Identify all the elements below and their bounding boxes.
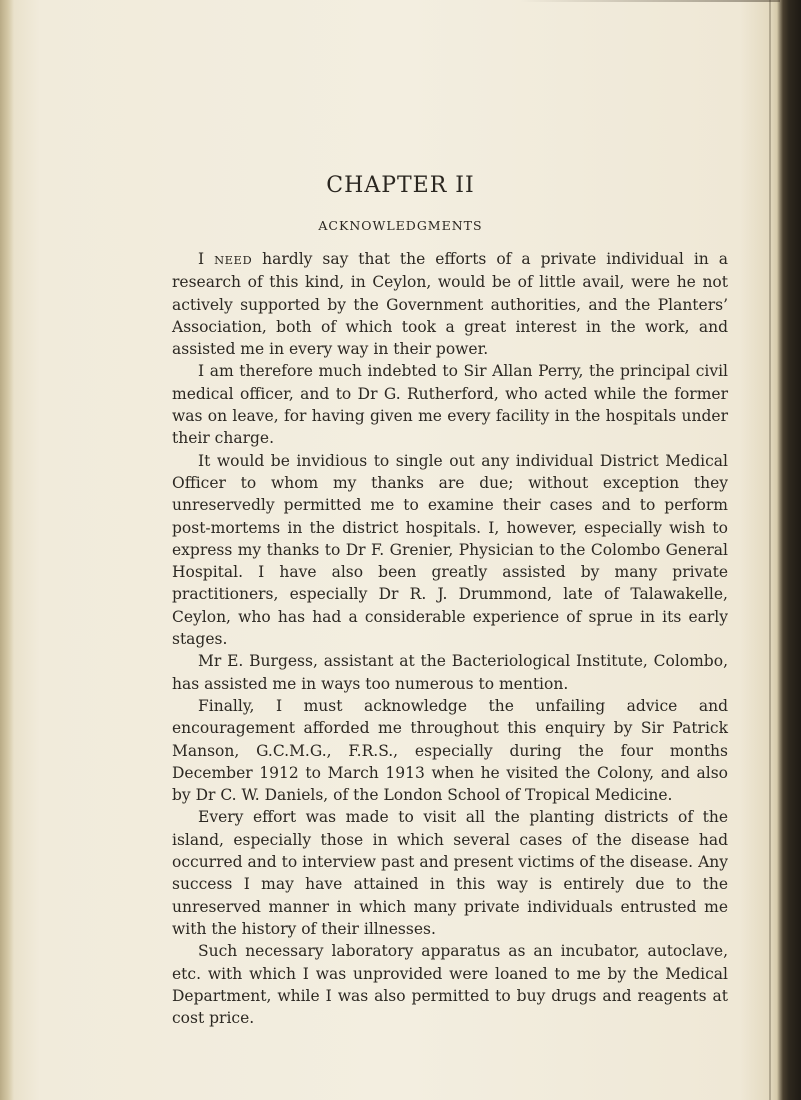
section-heading: ACKNOWLEDGMENTS bbox=[318, 218, 483, 233]
chapter-title: CHAPTER II bbox=[326, 173, 475, 198]
paragraph-1-smallcaps: NEED bbox=[214, 253, 253, 267]
paragraph-1-text: hardly say that the efforts of a private individual in a research of this kind, in Ceylon, would be of little avail, were he not actively supported by the Government authorities, and the Planters’ Association, both of which took a great interest in the work, and assisted me in every way in their power. bbox=[172, 250, 728, 359]
paragraph-1 bbox=[172, 248, 728, 360]
paragraph-7: Such necessary laboratory apparatus as an incubator, autoclave, etc. with which I was unprovided were loaned to me by the Medical Department, while I was also permitted to buy drugs and reagents at cost price. bbox=[172, 942, 728, 1028]
page-spine-shadow bbox=[0, 0, 14, 1100]
top-edge-line bbox=[520, 0, 780, 2]
page-edge-line bbox=[769, 0, 771, 1100]
paragraph-4: Mr E. Burgess, assistant at the Bacteriological Institute, Colombo, has assisted me in ways too numerous to mention. bbox=[172, 652, 728, 693]
paragraph-6: Every effort was made to visit all the planting districts of the island, especially those in which several cases of the disease had occurred and to interview past and present victims of the disease. Any success I may have attained in this way is entirely due to the unreserved manner in which many private individuals entrusted me with the history of their illnesses. bbox=[172, 808, 728, 938]
page-edge-shadow bbox=[777, 0, 801, 1100]
paragraph-1-lead: I bbox=[198, 250, 215, 268]
paragraph-3: It would be invidious to single out any individual District Medical Officer to whom my thanks are due; without exception they unreservedly permitted me to examine their cases and to perform post-mortems in the district hospitals. I, however, especially wish to express my thanks to Dr F. Grenier, Physician to the Colombo General Hospital. I have also been greatly assisted by many private practitioners, especially Dr R. J. Drummond, late of Talawakelle, Ceylon, who has had a considerable experience of sprue in its early stages. bbox=[172, 451, 728, 649]
body-text bbox=[172, 248, 728, 1029]
paragraph-5: Finally, I must acknowledge the unfailing advice and encouragement afforded me throughout this enquiry by Sir Patrick Manson, G.C.M.G., F.R.S., especially during the four months December 1912 to March 1913 when he visited the Colony, and also by Dr C. W. Daniels, of the London School of Tropical Medicine. bbox=[172, 696, 728, 805]
paragraph-2: I am therefore much indebted to Sir Allan Perry, the principal civil medical officer, and to Dr G. Rutherford, who acted while the former was on leave, for having given me every facility in the hospitals under their charge. bbox=[172, 362, 728, 448]
